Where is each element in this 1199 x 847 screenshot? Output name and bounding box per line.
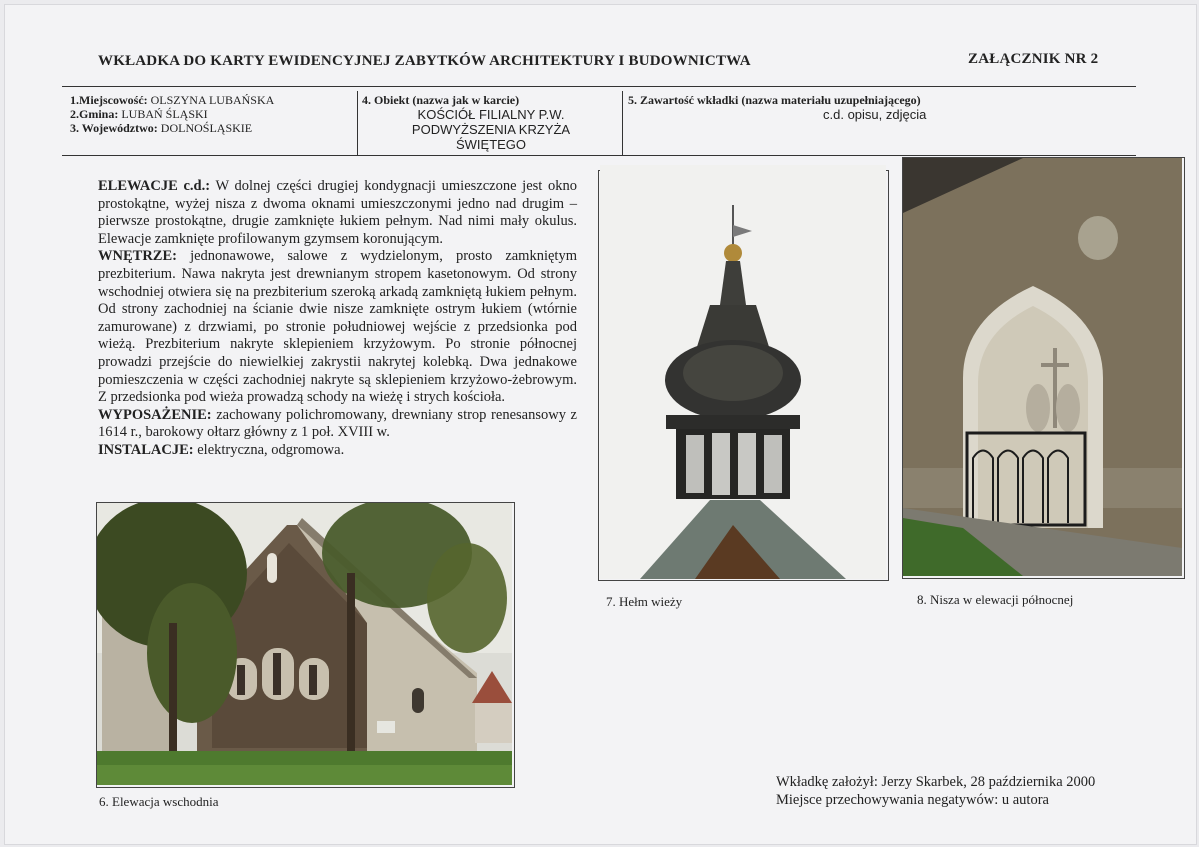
gmina-label: 2.Gmina: bbox=[70, 107, 119, 121]
tower-helm-image bbox=[600, 165, 886, 579]
wojewodztwo-value: DOLNOŚLĄSKIE bbox=[160, 121, 253, 135]
object-label: 4. Obiekt (nazwa jak w karcie) bbox=[362, 93, 520, 107]
elewacje-text: W dolnej części drugiej kondygnacji umieszczone jest okno prostokątne, wyżej nisza z dwoma oknami umieszczonymi jedno nad drugim – pierwsze prostokątne, drugie zamknięte łukiem pełnym. Nad nimi mały okulus. Elewacje zamknięte profilowanym gzymsem koronującym. bbox=[98, 178, 577, 247]
miejscowosc-value: OLSZYNA LUBAŃSKA bbox=[150, 93, 275, 107]
table-bottom-rule bbox=[62, 155, 1136, 156]
wyposazenie-text: zachowany polichromowany, drewniany strop renesansowy z 1614 r., barokowy ołtarz główny z 1 poł. XVIII w. bbox=[98, 406, 577, 441]
miejscowosc-label: 1.Miejscowość: bbox=[70, 93, 148, 107]
author-line: Wkładkę założył: Jerzy Skarbek, 28 października 2000 bbox=[776, 774, 1096, 790]
object-name-line3: ŚWIĘTEGO bbox=[455, 137, 527, 152]
gmina-value: LUBAŃ ŚLĄSKI bbox=[121, 107, 208, 121]
footer-block bbox=[776, 773, 1095, 809]
column-divider bbox=[357, 91, 358, 155]
wyposazenie-heading: WYPOSAŻENIE: bbox=[98, 406, 212, 423]
object-block bbox=[362, 93, 620, 152]
church-east-image bbox=[97, 503, 512, 785]
wojewodztwo-label: 3. Województwo: bbox=[70, 121, 158, 135]
wnetrze-heading: WNĘTRZE: bbox=[98, 248, 177, 265]
photo6-caption: 6. Elewacja wschodnia bbox=[99, 794, 219, 809]
photo8-caption: 8. Nisza w elewacji północnej bbox=[917, 592, 1074, 607]
instalacje-heading: INSTALACJE: bbox=[98, 441, 194, 458]
column-divider bbox=[622, 91, 623, 155]
photo-north-niche bbox=[903, 158, 1182, 576]
contents-block bbox=[628, 93, 1128, 123]
elewacje-heading: ELEWACJE c.d.: bbox=[98, 178, 211, 194]
table-top-rule bbox=[62, 86, 1136, 87]
wnetrze-text: jednonawowe, salowe z wydzielonym, prosto zamkniętym prezbiterium. Nawa nakryta jest drewnianym stropem kasetonowym. Od strony wschodniej otwiera się na prezbiterium szeroką arkadą zamkniętą łukiem pełnym. Od strony zachodniej na ścianie dwie nisze zamknięte ostrym łukiem (wtórnie zamurowane) z drzwiami, po stronie południowej wejście z przedsionka pod wieżą. Prezbiterium nakryte sklepieniem krzyżowym. Po stronie północnej prowadzi przejście do niewielkiej zakrystii nakrytej kolebką. Dwa jednakowe pomieszczenia w części zachodniej nakryte są sklepieniem krzyżowo-żebrowym. Z przedsionka pod wieża prowadzą schody na wieżę i strych kościoła. bbox=[98, 248, 577, 406]
photo-tower-helm bbox=[600, 165, 886, 579]
instalacje-text: elektryczna, odgromowa. bbox=[193, 441, 345, 458]
niche-image bbox=[903, 158, 1182, 576]
photo7-caption: 7. Hełm wieży bbox=[606, 594, 683, 609]
contents-label: 5. Zawartość wkładki (nazwa materiału uzupełniającego) bbox=[628, 93, 921, 107]
attachment-number: ZAŁĄCZNIK NR 2 bbox=[968, 51, 1099, 67]
negatives-location-line: Miejsce przechowywania negatywów: u autora bbox=[776, 792, 1049, 808]
photo-east-elevation bbox=[97, 503, 512, 785]
object-name-line1: KOŚCIÓŁ FILIALNY P.W. bbox=[417, 107, 565, 122]
document-title: WKŁADKA DO KARTY EWIDENCYJNEJ ZABYTKÓW ARCHITEKTURY I BUDOWNICTWA bbox=[98, 53, 751, 69]
object-name-line2: PODWYŻSZENIA KRZYŻA bbox=[411, 122, 571, 137]
contents-value: c.d. opisu, zdjęcia bbox=[823, 107, 927, 122]
description-text bbox=[98, 178, 577, 460]
location-block bbox=[70, 93, 355, 135]
